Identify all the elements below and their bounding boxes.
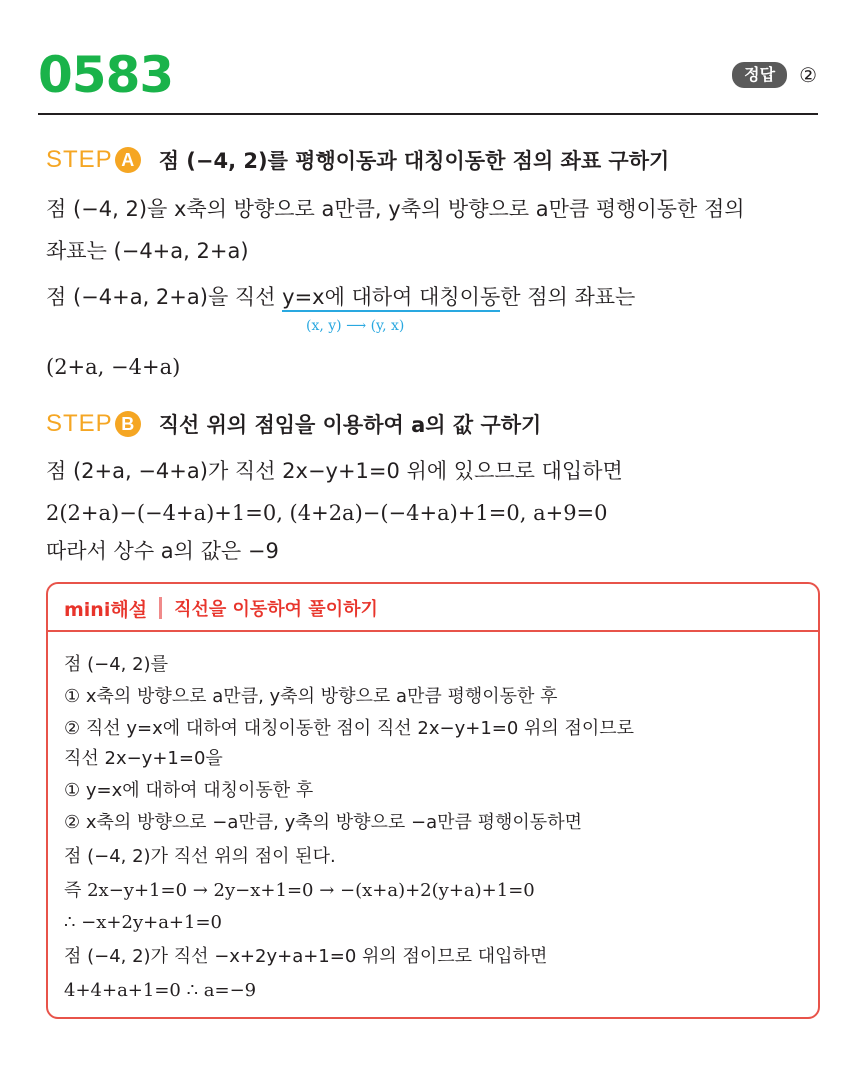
mini-line: 점 (−4, 2)가 직선 −x+2y+a+1=0 위의 점이므로 대입하면 bbox=[64, 946, 548, 967]
mini-line: ① x축의 방향으로 a만큼, y축의 방향으로 a만큼 평행이동한 후 bbox=[64, 686, 558, 707]
step-label: STEP bbox=[46, 410, 113, 437]
step-a-heading bbox=[46, 144, 669, 176]
mini-line: ① y=x에 대하여 대칭이동한 후 bbox=[64, 780, 314, 801]
line-3-after: 한 점의 좌표는 bbox=[500, 285, 636, 309]
mini-line: ② 직선 y=x에 대하여 대칭이동한 점이 직선 2x−y+1=0 위의 점이므로 bbox=[64, 718, 635, 739]
step-b-badge: B bbox=[115, 411, 141, 437]
mini-line: ∴ −x+2y+a+1=0 bbox=[64, 912, 222, 933]
mini-line: 직선 2x−y+1=0을 bbox=[64, 748, 223, 769]
line-3-before: 점 (−4+a, 2+a)을 직선 bbox=[46, 285, 283, 309]
mini-header-divider bbox=[48, 630, 818, 632]
step-b-title: 직선 위의 점임을 이용하여 a의 값 구하기 bbox=[158, 413, 542, 437]
answer-badge: 정답 bbox=[732, 62, 787, 88]
step-a-line-4: (2+a, −4+a) bbox=[46, 355, 181, 379]
step-a-title: 점 (−4, 2)를 평행이동과 대칭이동한 점의 좌표 구하기 bbox=[158, 149, 670, 173]
step-b-heading bbox=[46, 408, 541, 440]
step-a-badge: A bbox=[115, 147, 141, 173]
step-label: STEP bbox=[46, 146, 113, 173]
mini-line: 점 (−4, 2)가 직선 위의 점이 된다. bbox=[64, 846, 336, 867]
mini-tag: mini해설 bbox=[64, 598, 148, 621]
mini-title: 직선을 이동하여 풀이하기 bbox=[174, 599, 378, 620]
step-b-line-1: 점 (2+a, −4+a)가 직선 2x−y+1=0 위에 있으므로 대입하면 bbox=[46, 459, 623, 483]
mini-divider bbox=[159, 597, 162, 619]
mini-line: 즉 2x−y+1=0 → 2y−x+1=0 → −(x+a)+2(y+a)+1=0 bbox=[64, 880, 535, 901]
step-b-line-2: 2(2+a)−(−4+a)+1=0, (4+2a)−(−4+a)+1=0, a+9=0 bbox=[46, 501, 608, 525]
line-3-underlined: y=x에 대하여 대칭이동 bbox=[282, 285, 500, 312]
answer-value: ② bbox=[799, 63, 817, 87]
step-b-line-3: 따라서 상수 a의 값은 −9 bbox=[46, 539, 279, 563]
answer-box bbox=[732, 62, 817, 88]
step-a-line-2: 좌표는 (−4+a, 2+a) bbox=[46, 239, 249, 263]
mini-line: 4+4+a+1=0 ∴ a=−9 bbox=[64, 980, 257, 1001]
mini-explanation-header bbox=[64, 594, 378, 622]
step-a-line-1: 점 (−4, 2)을 x축의 방향으로 a만큼, y축의 방향으로 a만큼 평행이동한 점의 bbox=[46, 197, 745, 221]
problem-number: 0583 bbox=[38, 46, 174, 104]
step-a-line-3 bbox=[46, 282, 635, 312]
mini-line: 점 (−4, 2)를 bbox=[64, 654, 168, 675]
swap-note: (x, y) ⟶ (y, x) bbox=[306, 318, 405, 334]
header-divider bbox=[38, 113, 818, 115]
mini-line: ② x축의 방향으로 −a만큼, y축의 방향으로 −a만큼 평행이동하면 bbox=[64, 812, 582, 833]
